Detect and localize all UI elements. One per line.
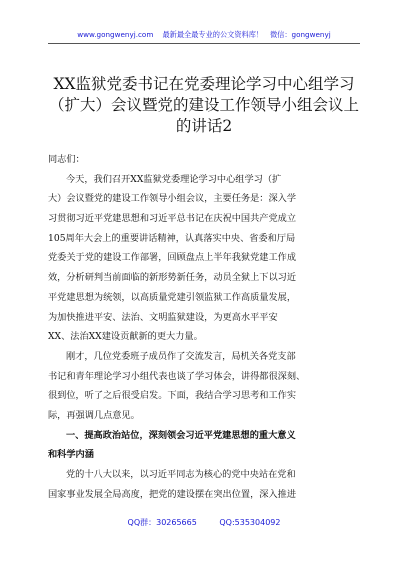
text-line: 党委关于党的建设工作部署，回顾盘点上半年我狱党建工作成 bbox=[48, 252, 297, 264]
text-line: 很到位，听了之后很受启发。下面，我结合学习思考和工作实 bbox=[48, 390, 297, 402]
text-line: 党的十八大以来，以习近平同志为核心的党中央站在党和 bbox=[66, 469, 296, 480]
text-line: XX、法治XX建设贡献新的更大力量。 bbox=[48, 331, 203, 343]
paragraph-2 bbox=[48, 347, 360, 426]
title-line: （扩大）会议暨党的建设工作领导小组会议上 bbox=[48, 96, 359, 114]
paragraph-3 bbox=[48, 465, 360, 504]
text-line: 国家事业发展全局高度，把党的建设摆在突出位置，深入推进 bbox=[48, 488, 297, 500]
text-line: 际，再强调几点意见。 bbox=[48, 409, 140, 421]
document-title bbox=[48, 74, 360, 137]
site-header bbox=[0, 30, 408, 40]
document-body bbox=[48, 150, 360, 504]
text-line: 大）会议暨党的建设工作领导小组会议，主要任务是：深入学 bbox=[48, 193, 297, 205]
qq-number: QQ:535304092 bbox=[219, 518, 281, 527]
text-line: 平党建思想为统领，以高质量党建引领监狱工作高质量发展， bbox=[48, 291, 297, 303]
title-line: 的讲话2 bbox=[175, 117, 233, 135]
text-line: 105周年大会上的重要讲话精神，认真落实中央、省委和厅局 bbox=[48, 232, 296, 244]
site-slogan: 最新最全最专业的公文资料库！ bbox=[162, 30, 264, 39]
salutation: 同志们： bbox=[48, 154, 85, 165]
header-divider bbox=[48, 43, 360, 44]
site-url[interactable]: www.gongwenyj.com bbox=[77, 30, 154, 39]
text-line: 刚才，几位党委班子成员作了交流发言，局机关各党支部 bbox=[66, 350, 296, 362]
page-footer bbox=[0, 517, 408, 528]
qq-group: QQ群：30265665 bbox=[127, 518, 197, 527]
title-line: XX监狱党委书记在党委理论学习中心组学习 bbox=[53, 75, 355, 93]
text-line: 为加快推进平安、法治、文明监狱建设，为更高水平平安 bbox=[48, 311, 278, 323]
paragraph-1 bbox=[48, 170, 360, 347]
heading-line: 一、提高政治站位，深刻领会习近平党建思想的重大意义 bbox=[66, 429, 296, 441]
text-line: 效，分析研判当前面临的新形势新任务，动员全狱上下以习近 bbox=[48, 272, 297, 284]
text-line: 书记和青年理论学习小组代表也谈了学习体会，讲得都很深刻、 bbox=[48, 370, 306, 382]
section-heading-1 bbox=[48, 426, 360, 465]
heading-line: 和科学内涵 bbox=[48, 449, 94, 461]
text-line: 今天，我们召开XX监狱党委理论学习中心组学习（扩 bbox=[66, 173, 282, 185]
site-wechat: 微信：gongwenyj bbox=[269, 30, 331, 39]
text-line: 习贯彻习近平党建思想和习近平总书记在庆祝中国共产党成立 bbox=[48, 213, 297, 225]
